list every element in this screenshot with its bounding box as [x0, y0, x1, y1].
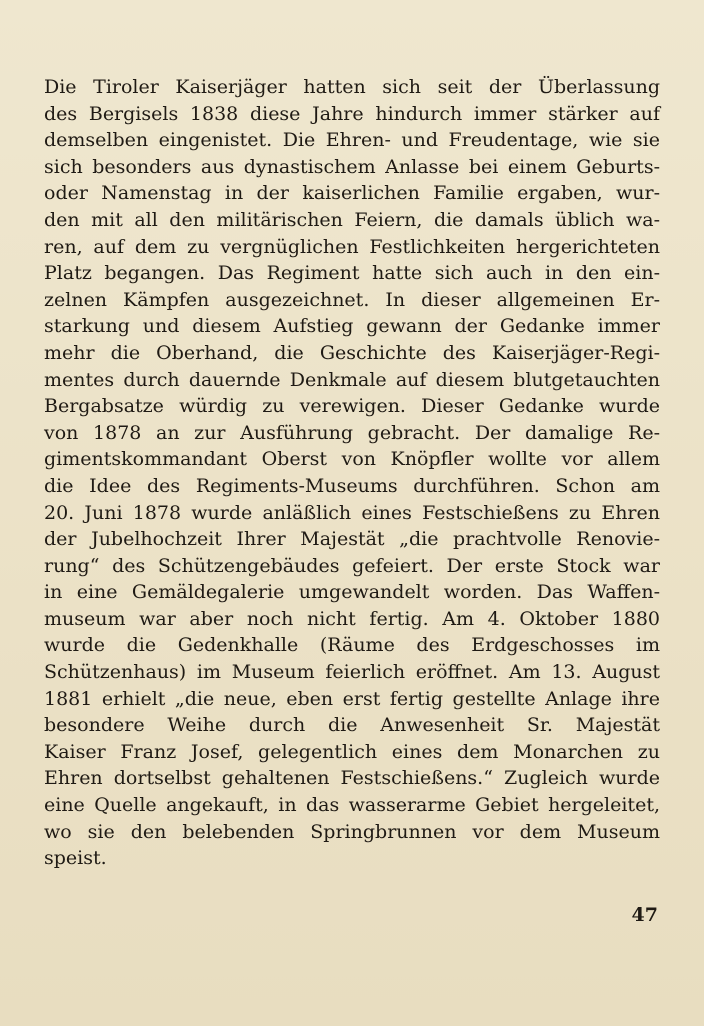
text-line: Ehren dortselbst gehaltenen Festschießens.“ Zugleich wurde	[44, 767, 660, 790]
text-line: von 1878 an zur Ausführung gebracht. Der damalige Re-	[44, 421, 660, 444]
text-line: den mit all den militärischen Feiern, die damals üblich wa-	[44, 208, 660, 231]
text-line: besondere Weihe durch die Anwesenheit Sr. Majestät	[44, 714, 660, 737]
text-line: museum war aber noch nicht fertig. Am 4. Oktober 1880	[44, 607, 660, 630]
text-line: der Jubelhochzeit Ihrer Majestät „die prachtvolle Renovie-	[44, 528, 660, 551]
text-line: demselben eingenistet. Die Ehren- und Freudentage, wie sie	[44, 129, 660, 152]
text-line: die Idee des Regiments-Museums durchführen. Schon am	[44, 474, 660, 497]
text-line: sich besonders aus dynastischem Anlasse bei einem Geburts-	[44, 155, 660, 178]
text-line: Kaiser Franz Josef, gelegentlich eines dem Monarchen zu	[44, 740, 660, 763]
page-number: 47	[631, 904, 658, 926]
text-line: Bergabsatze würdig zu verewigen. Dieser Gedanke wurde	[44, 395, 660, 418]
text-line: wo sie den belebenden Springbrunnen vor dem Museum	[44, 820, 660, 843]
body-text	[44, 74, 660, 872]
text-line: Platz begangen. Das Regiment hatte sich auch in den ein-	[44, 262, 660, 285]
text-line: 1881 erhielt „die neue, eben erst fertig gestellte Anlage ihre	[44, 687, 660, 710]
text-line-last: speist.	[44, 847, 107, 870]
text-line: des Bergisels 1838 diese Jahre hindurch immer stärker auf	[44, 102, 660, 125]
text-line: starkung und diesem Aufstieg gewann der Gedanke immer	[44, 315, 660, 338]
text-line: gimentskommandant Oberst von Knöpfler wollte vor allem	[44, 448, 660, 471]
text-line: in eine Gemäldegalerie umgewandelt worden. Das Waffen-	[44, 581, 660, 604]
text-line: mentes durch dauernde Denkmale auf diesem blutgetauchten	[44, 368, 660, 391]
text-line: rung“ des Schützengebäudes gefeiert. Der erste Stock war	[44, 554, 660, 577]
text-line: oder Namenstag in der kaiserlichen Familie ergaben, wur-	[44, 182, 660, 205]
text-line: eine Quelle angekauft, in das wasserarme Gebiet hergeleitet,	[44, 794, 660, 817]
text-line: Die Tiroler Kaiserjäger hatten sich seit der Überlassung	[44, 76, 660, 98]
text-line: zelnen Kämpfen ausgezeichnet. In dieser allgemeinen Er-	[44, 288, 660, 311]
text-line: wurde die Gedenkhalle (Räume des Erdgeschosses im	[44, 634, 660, 657]
text-line: ren, auf dem zu vergnüglichen Festlichkeiten hergerichteten	[44, 235, 660, 258]
text-line: Schützenhaus) im Museum feierlich eröffnet. Am 13. August	[44, 661, 660, 684]
text-line: 20. Juni 1878 wurde anläßlich eines Festschießens zu Ehren	[44, 501, 660, 524]
text-line: mehr die Oberhand, die Geschichte des Kaiserjäger-Regi-	[44, 341, 660, 364]
